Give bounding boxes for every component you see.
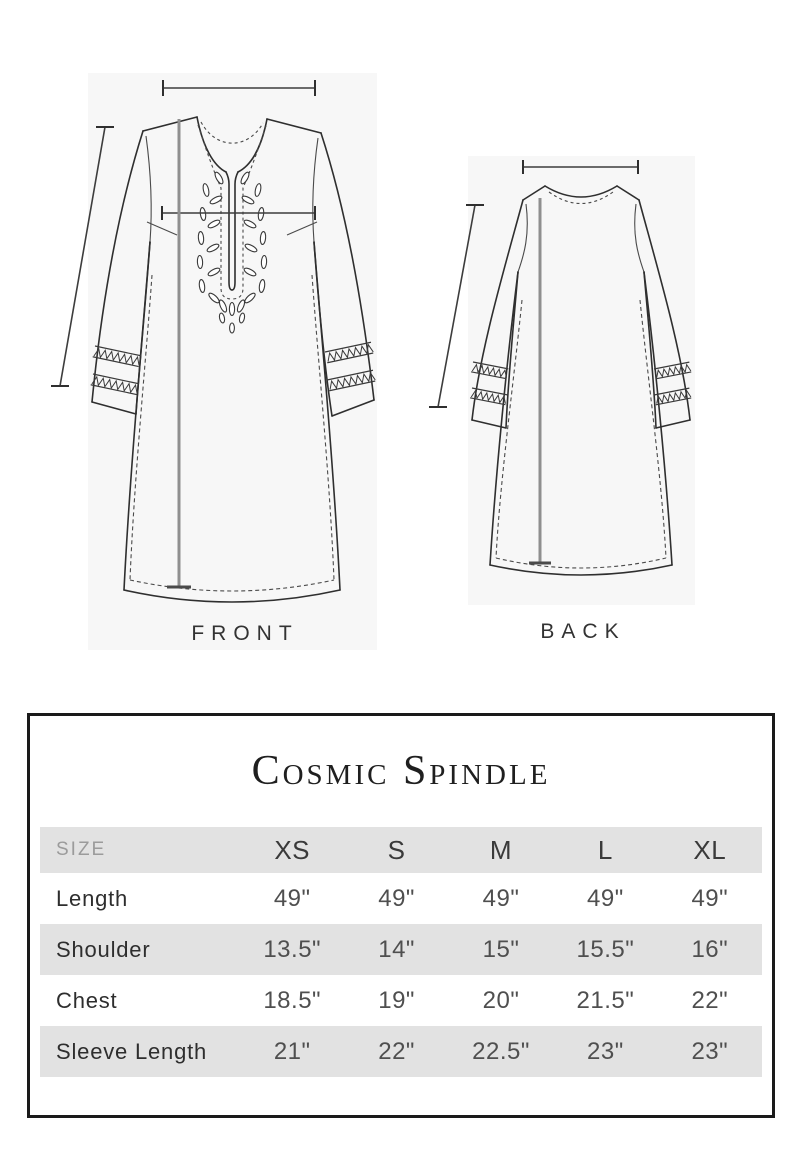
measurement-value: 16" [691, 935, 729, 963]
row-label: Length [56, 885, 129, 911]
measurement-value: 18.5" [263, 986, 322, 1014]
table-header-row [40, 827, 762, 873]
measurement-value: 13.5" [263, 935, 322, 963]
size-chart-box [27, 713, 775, 1118]
table-row-length [40, 873, 762, 924]
size-column-header: SIZE [56, 839, 107, 860]
measurement-value: 14" [378, 935, 415, 963]
row-label: Chest [56, 987, 118, 1013]
measurement-value: 21.5" [576, 986, 635, 1014]
front-view-label: FRONT [191, 622, 299, 645]
measurement-value: 15.5" [576, 935, 635, 963]
measurement-value: 23" [587, 1037, 624, 1065]
measurement-value: 22" [691, 986, 729, 1014]
measurement-value: 20" [482, 986, 520, 1014]
table-row-chest [40, 975, 762, 1026]
measurement-value: 15" [482, 935, 520, 963]
size-header-m: M [489, 834, 513, 865]
size-header-l: L [597, 834, 613, 865]
size-header-s: S [387, 834, 406, 865]
row-label: Shoulder [56, 936, 151, 962]
measurement-value: 49" [378, 884, 415, 912]
measurement-value: 23" [691, 1037, 729, 1065]
size-header-xs: XS [274, 834, 311, 865]
table-row-shoulder [40, 924, 762, 975]
measurement-value: 19" [378, 986, 415, 1014]
back-view-label: BACK [540, 620, 626, 643]
measurement-value: 49" [691, 884, 729, 912]
measurement-value: 21" [273, 1037, 311, 1065]
product-title: Cosmic Spindle [251, 748, 551, 794]
back-panel-background [468, 156, 695, 605]
table-row-sleeve-length [40, 1026, 762, 1077]
size-table [40, 827, 762, 1077]
measurement-value: 22.5" [472, 1037, 530, 1065]
row-label: Sleeve Length [56, 1038, 208, 1064]
measurement-value: 22" [378, 1037, 415, 1065]
measurement-value: 49" [482, 884, 520, 912]
measurement-value: 49" [273, 884, 311, 912]
size-header-xl: XL [693, 834, 727, 865]
measurement-value: 49" [587, 884, 624, 912]
